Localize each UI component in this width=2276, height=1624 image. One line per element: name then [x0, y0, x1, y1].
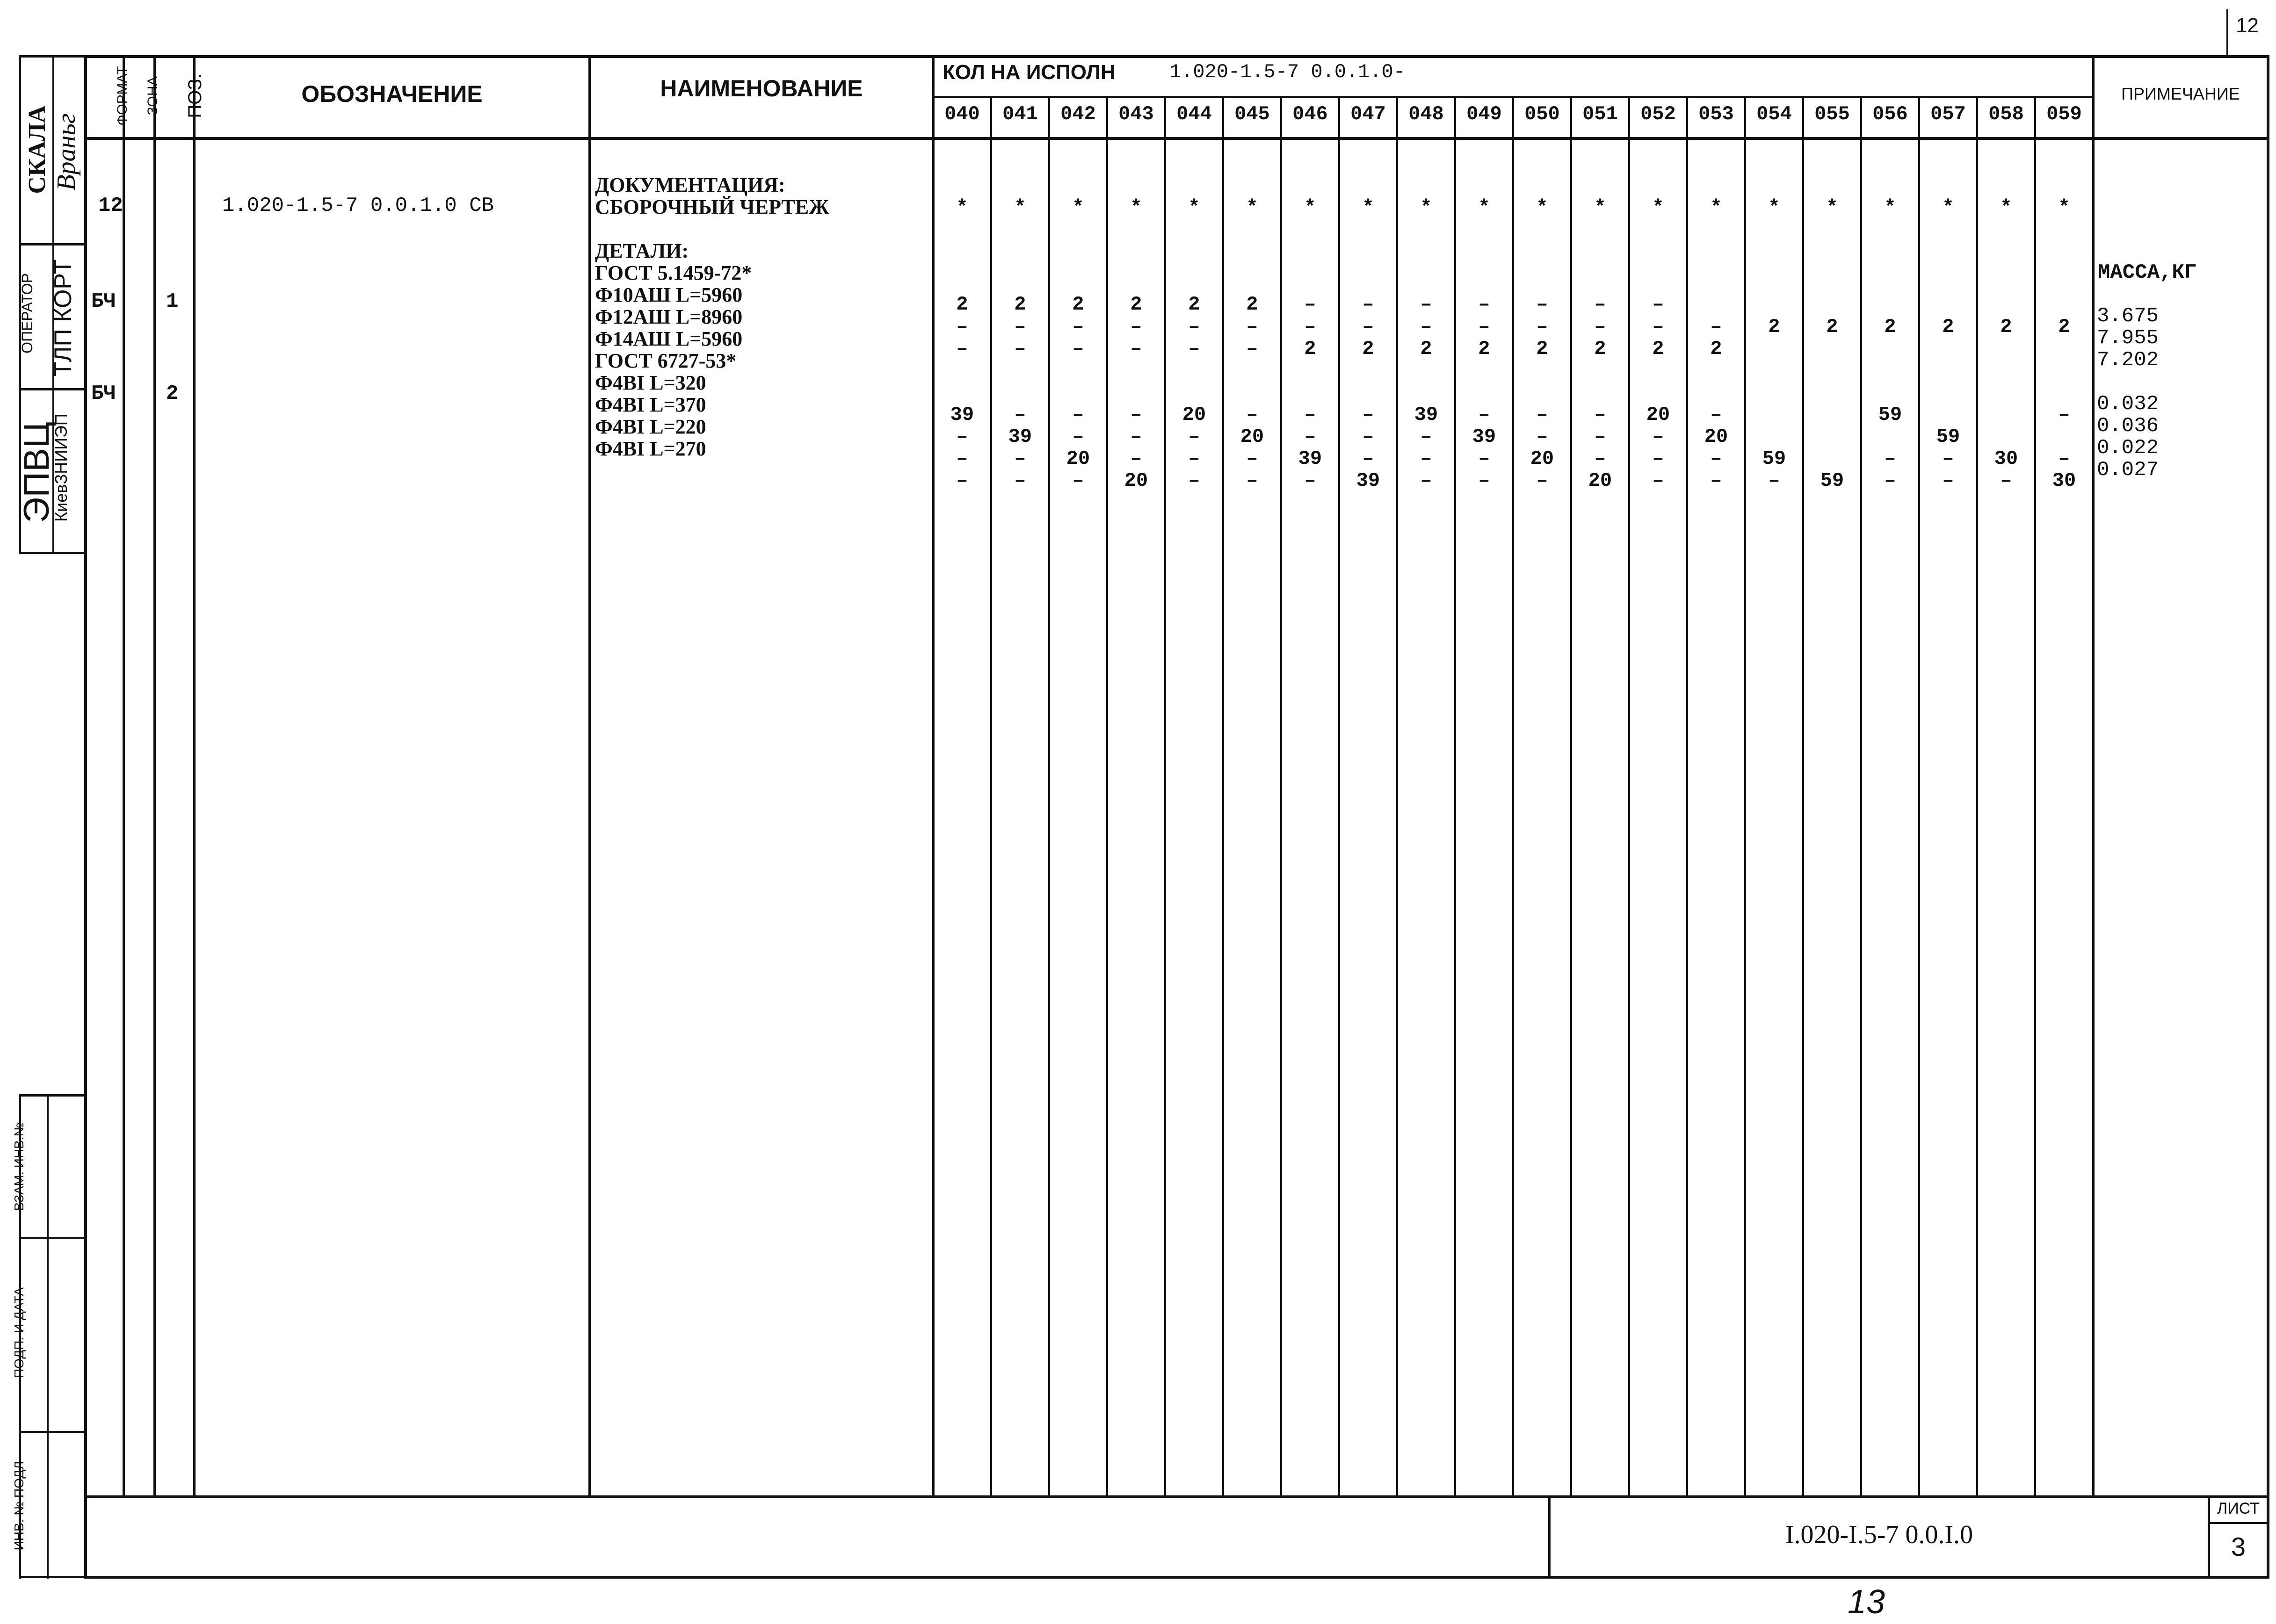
qty-cell-l220: – [1014, 448, 1026, 470]
header-kol-label: КОЛ НА ИСПОЛН [942, 61, 1116, 84]
qty-cell-l270: 20 [1124, 469, 1148, 492]
qty-cell-f14: – [956, 338, 968, 360]
qty-cell-l270: – [1884, 469, 1896, 492]
qty-cell-f12: – [1362, 316, 1374, 338]
qty-cell-l270: – [1710, 469, 1722, 492]
qty-cell-f14: 2 [1420, 338, 1432, 360]
qty-cell-f12: – [956, 316, 968, 338]
qty-cell-f12: – [1710, 316, 1722, 338]
variant-header: 046 [1292, 103, 1328, 125]
qty-cell-l370: – [1536, 426, 1548, 448]
qty-cell-l370: – [1130, 426, 1142, 448]
qty-cell-l220: – [2058, 448, 2070, 470]
qty-cell-f10: 2 [1188, 293, 1200, 316]
qty-cell-f12: – [1420, 316, 1432, 338]
qty-cell-l220: 30 [1994, 448, 2018, 470]
frame-left [84, 55, 87, 1579]
qty-cell-doc: * [1884, 196, 1896, 219]
variant-header: 047 [1350, 103, 1386, 125]
page-number: 13 [1848, 1583, 1885, 1621]
qty-cell-f14: – [1014, 338, 1026, 360]
qty-cell-l370: – [1304, 426, 1316, 448]
qty-cell-l270: – [1304, 469, 1316, 492]
qty-cell-f14: 2 [1536, 338, 1548, 360]
qty-cell-f12: – [1130, 316, 1142, 338]
stamp-org: ЭПВЦ [17, 421, 57, 523]
qty-cell-l220: – [1942, 448, 1954, 470]
qty-cell-l220: – [1594, 448, 1606, 470]
frame-right [2267, 55, 2269, 1579]
qty-cell-f12: 2 [1826, 316, 1838, 338]
variant-header: 058 [1988, 103, 2024, 125]
qty-cell-f12: 2 [1942, 316, 1954, 338]
variant-header: 041 [1002, 103, 1038, 125]
qty-cell-f14: 2 [1304, 338, 1316, 360]
qty-cell-f12: 2 [1884, 316, 1896, 338]
qty-cell-l220: 39 [1298, 448, 1322, 470]
qty-cell-l270: – [1188, 469, 1200, 492]
qty-cell-doc: * [1594, 196, 1606, 219]
variant-header: 040 [944, 103, 980, 125]
qty-cell-l320: 20 [1646, 404, 1670, 426]
qty-cell-f12: – [1536, 316, 1548, 338]
qty-cell-l220: 59 [1762, 448, 1786, 470]
qty-cell-l220: – [1652, 448, 1664, 470]
qty-cell-f10: 2 [1246, 293, 1258, 316]
header-zone: ЗОНА [145, 76, 160, 115]
qty-cell-f10: – [1652, 293, 1664, 316]
qty-cell-l370: – [1362, 426, 1374, 448]
qty-cell-doc: * [1362, 196, 1374, 219]
qty-cell-l270: – [1246, 469, 1258, 492]
qty-cell-doc: * [1072, 196, 1084, 219]
qty-cell-doc: * [1014, 196, 1026, 219]
stamp-scale: СКАЛА [24, 105, 51, 194]
variant-header: 055 [1814, 103, 1850, 125]
variant-header: 056 [1872, 103, 1908, 125]
qty-cell-l370: 39 [1472, 426, 1496, 448]
stamp-signature: Враньг [52, 113, 81, 191]
variant-header: 059 [2046, 103, 2082, 125]
variant-header: 051 [1582, 103, 1618, 125]
qty-cell-doc: * [1710, 196, 1722, 219]
qty-cell-l220: – [1478, 448, 1490, 470]
qty-cell-f10: – [1362, 293, 1374, 316]
qty-cell-doc: * [2058, 196, 2070, 219]
header-kol-code: 1.020-1.5-7 0.0.1.0- [1169, 61, 1406, 83]
qty-cell-l220: – [1188, 448, 1200, 470]
qty-cell-l370: – [956, 426, 968, 448]
qty-cell-f10: 2 [1130, 293, 1142, 316]
qty-cell-f12: – [1478, 316, 1490, 338]
frame-top [84, 55, 2269, 58]
qty-cell-f14: – [1188, 338, 1200, 360]
frame-bottom [84, 1576, 2269, 1579]
stamp-inv-podl: ИНВ. № ПОДЛ [12, 1461, 26, 1551]
name-column-text: ДОКУМЕНТАЦИЯ: СБОРОЧНЫЙ ЧЕРТЕЖ ДЕТАЛИ: ГОСТ 5.1459-72* Ф10АШ L=5960 Ф12АШ L=8960 Ф14АШ L=5960 ГОСТ 6727-53* Ф4ВI L=320 Ф4ВI L=370 Ф4ВI L=220 Ф4ВI L=270 [595, 173, 829, 460]
stamp-institute: КиевЗНИИЭП [51, 413, 71, 522]
qty-cell-l320: 59 [1878, 404, 1902, 426]
header-note: ПРИМЕЧАНИЕ [2121, 84, 2240, 103]
qty-cell-f12: 2 [2000, 316, 2012, 338]
qty-cell-f10: 2 [956, 293, 968, 316]
qty-cell-l370: 59 [1936, 426, 1960, 448]
qty-cell-f12: – [1014, 316, 1026, 338]
title-sheet-label: ЛИСТ [2217, 1500, 2260, 1517]
qty-cell-l320: 39 [950, 404, 974, 426]
variant-header: 053 [1698, 103, 1734, 125]
qty-cell-l220: – [956, 448, 968, 470]
header-pos: ПОЗ. [185, 73, 205, 118]
qty-cell-f10: – [1420, 293, 1432, 316]
qty-cell-l270: 39 [1356, 469, 1380, 492]
row-doc-designation: 1.020-1.5-7 0.0.1.0 СВ [222, 194, 494, 217]
qty-cell-f12: – [1188, 316, 1200, 338]
qty-cell-l270: – [956, 469, 968, 492]
qty-cell-f12: – [1304, 316, 1316, 338]
qty-cell-l320: 20 [1182, 404, 1206, 426]
qty-cell-l270: – [1942, 469, 1954, 492]
qty-cell-f10: – [1478, 293, 1490, 316]
qty-cell-l270: 30 [2052, 469, 2076, 492]
qty-cell-doc: * [1188, 196, 1200, 219]
variant-header: 044 [1176, 103, 1212, 125]
header-format: ФОРМАТ [115, 66, 130, 126]
qty-cell-l320: – [1304, 404, 1316, 426]
qty-cell-doc: * [1942, 196, 1954, 219]
qty-cell-l270: – [1652, 469, 1664, 492]
qty-cell-l370: – [1594, 426, 1606, 448]
qty-cell-f14: 2 [1478, 338, 1490, 360]
variant-header: 052 [1640, 103, 1676, 125]
qty-cell-l320: 39 [1414, 404, 1438, 426]
qty-cell-l320: – [1014, 404, 1026, 426]
qty-cell-f10: – [1536, 293, 1548, 316]
title-block-top [84, 1495, 2269, 1498]
row-f-format: БЧ [91, 290, 116, 313]
qty-cell-f14: – [1246, 338, 1258, 360]
qty-cell-f14: 2 [1710, 338, 1722, 360]
stamp-tlp: ТЛП КОРТ [50, 259, 77, 377]
qty-cell-l370: – [1652, 426, 1664, 448]
qty-cell-l270: – [2000, 469, 2012, 492]
qty-cell-f10: – [1594, 293, 1606, 316]
qty-cell-l370: 20 [1240, 426, 1264, 448]
mass-header: МАССА,КГ [2098, 261, 2197, 284]
qty-cell-l320: – [1072, 404, 1084, 426]
qty-cell-l370: 39 [1008, 426, 1032, 448]
corner-sheet-number: 12 [2236, 14, 2259, 37]
variant-header: 043 [1118, 103, 1154, 125]
qty-cell-doc: * [1826, 196, 1838, 219]
row-l-pos: 2 [166, 382, 179, 405]
title-sheet-number: 3 [2231, 1532, 2246, 1561]
qty-cell-l270: – [1014, 469, 1026, 492]
variant-header: 057 [1930, 103, 1966, 125]
qty-cell-doc: * [1304, 196, 1316, 219]
qty-cell-l270: – [1420, 469, 1432, 492]
qty-cell-doc: * [1130, 196, 1142, 219]
qty-cell-l270: – [1768, 469, 1780, 492]
qty-cell-f12: – [1072, 316, 1084, 338]
qty-cell-l220: 20 [1066, 448, 1090, 470]
qty-cell-l370: – [1420, 426, 1432, 448]
variant-header: 050 [1524, 103, 1560, 125]
qty-cell-f14: 2 [1362, 338, 1374, 360]
qty-cell-f12: 2 [2058, 316, 2070, 338]
variant-header: 042 [1060, 103, 1096, 125]
qty-cell-l270: – [1072, 469, 1084, 492]
qty-cell-l220: – [1884, 448, 1896, 470]
qty-cell-doc: * [1478, 196, 1490, 219]
qty-cell-f10: 2 [1014, 293, 1026, 316]
qty-cell-f14: 2 [1652, 338, 1664, 360]
variant-header: 054 [1756, 103, 1792, 125]
qty-cell-f10: 2 [1072, 293, 1084, 316]
row-f-pos: 1 [166, 290, 179, 313]
qty-cell-l270: – [1478, 469, 1490, 492]
mass-values: 3.675 7.955 7.202 0.032 0.036 0.022 0.027 [2097, 304, 2159, 482]
qty-cell-l220: – [1246, 448, 1258, 470]
qty-cell-doc: * [1246, 196, 1258, 219]
variant-header: 048 [1408, 103, 1444, 125]
qty-cell-doc: * [956, 196, 968, 219]
qty-cell-f12: – [1594, 316, 1606, 338]
qty-cell-l270: – [1536, 469, 1548, 492]
stamp-inv-vzam: ВЗАМ. ИНВ.№ [12, 1122, 26, 1211]
qty-cell-doc: * [1652, 196, 1664, 219]
qty-cell-doc: * [1536, 196, 1548, 219]
qty-cell-l220: – [1420, 448, 1432, 470]
variant-header: 045 [1234, 103, 1270, 125]
qty-cell-doc: * [1420, 196, 1432, 219]
header-name: НАИМЕНОВАНИЕ [660, 75, 863, 101]
qty-cell-f12: – [1652, 316, 1664, 338]
qty-cell-l320: – [1710, 404, 1722, 426]
qty-cell-l320: – [1536, 404, 1548, 426]
qty-cell-l320: – [1478, 404, 1490, 426]
header-designation: ОБОЗНАЧЕНИЕ [301, 81, 483, 107]
qty-cell-l220: – [1710, 448, 1722, 470]
qty-cell-l370: – [1072, 426, 1084, 448]
qty-cell-l320: – [1130, 404, 1142, 426]
qty-cell-l370: 20 [1704, 426, 1728, 448]
qty-cell-doc: * [1768, 196, 1780, 219]
header-bottom-line [84, 137, 2269, 140]
qty-cell-l270: 59 [1820, 469, 1844, 492]
qty-cell-f12: – [1246, 316, 1258, 338]
qty-cell-l220: 20 [1530, 448, 1554, 470]
stamp-operator: ОПЕРАТОР [19, 273, 36, 354]
qty-cell-f14: – [1130, 338, 1142, 360]
qty-cell-l320: – [2058, 404, 2070, 426]
row-l-format: БЧ [91, 382, 116, 405]
qty-cell-f10: – [1304, 293, 1316, 316]
qty-cell-l370: – [1188, 426, 1200, 448]
qty-cell-l220: – [1130, 448, 1142, 470]
title-doc-code: I.020-I.5-7 0.0.I.0 [1785, 1520, 1973, 1549]
row-doc-format: 12 [98, 194, 123, 217]
qty-cell-l270: 20 [1588, 469, 1612, 492]
qty-cell-f14: – [1072, 338, 1084, 360]
variant-header: 049 [1466, 103, 1502, 125]
stamp-sign-date: ПОДП. И ДАТА [12, 1287, 26, 1379]
qty-cell-f12: 2 [1768, 316, 1780, 338]
qty-cell-l320: – [1362, 404, 1374, 426]
qty-cell-doc: * [2000, 196, 2012, 219]
qty-cell-l320: – [1246, 404, 1258, 426]
qty-cell-f14: 2 [1594, 338, 1606, 360]
qty-cell-l220: – [1362, 448, 1374, 470]
qty-cell-l320: – [1594, 404, 1606, 426]
